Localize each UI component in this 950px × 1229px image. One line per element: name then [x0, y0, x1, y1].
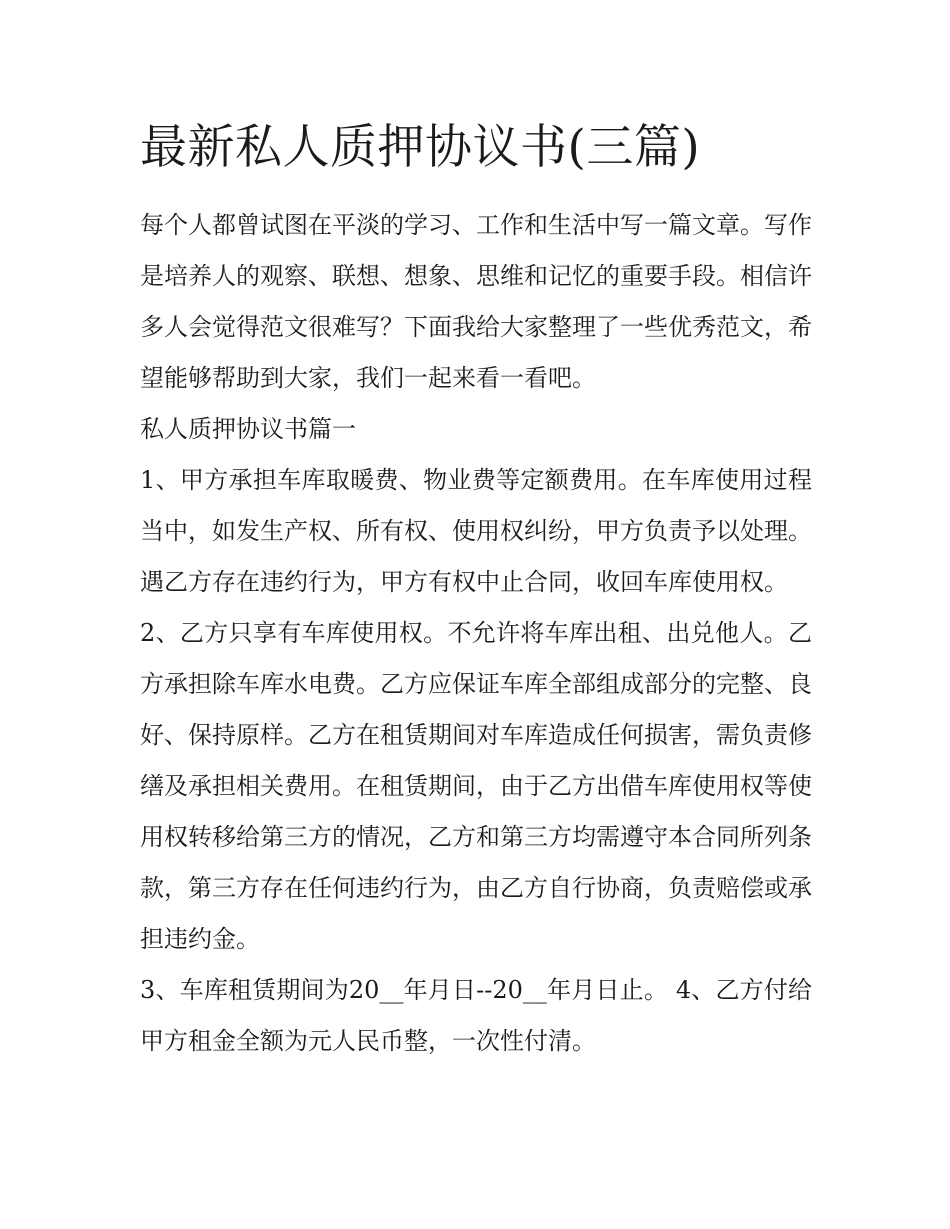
clause-2: 2、乙方只享有车库使用权。不允许将车库出租、出兑他人。乙方承担除车库水电费。乙方应保证车库全部组成部分的完整、良好、保持原样。乙方在租赁期间对车库造成任何损害，需负责修缮及承担相关费用。在租赁期间，由于乙方出借车库使用权等使用权转移给第三方的情况，乙方和第三方均需遵守本合同所列条款，第三方存在任何违约行为，由乙方自行协商，负责赔偿或承担违约金。	[140, 619, 812, 953]
document-title: 最新私人质押协议书(三篇)	[140, 120, 701, 175]
document-page	[140, 112, 812, 1067]
section-heading: 私人质押协议书篇一	[140, 415, 356, 443]
intro-paragraph: 每个人都曾试图在平淡的学习、工作和生活中写一篇文章。写作是培养人的观察、联想、想象、思维和记忆的重要手段。相信许多人会觉得范文很难写？下面我给大家整理了一些优秀范文，希望能够帮助到大家，我们一起来看一看吧。	[140, 211, 812, 392]
clause-3: 3、车库租赁期间为20__年月日--20__年月日止。 4、乙方付给甲方租金全额为元人民币整，一次性付清。	[140, 976, 812, 1055]
clause-1: 1、甲方承担车库取暖费、物业费等定额费用。在车库使用过程当中，如发生产权、所有权、使用权纠纷，甲方负责予以处理。遇乙方存在违约行为，甲方有权中止合同，收回车库使用权。	[140, 466, 812, 596]
